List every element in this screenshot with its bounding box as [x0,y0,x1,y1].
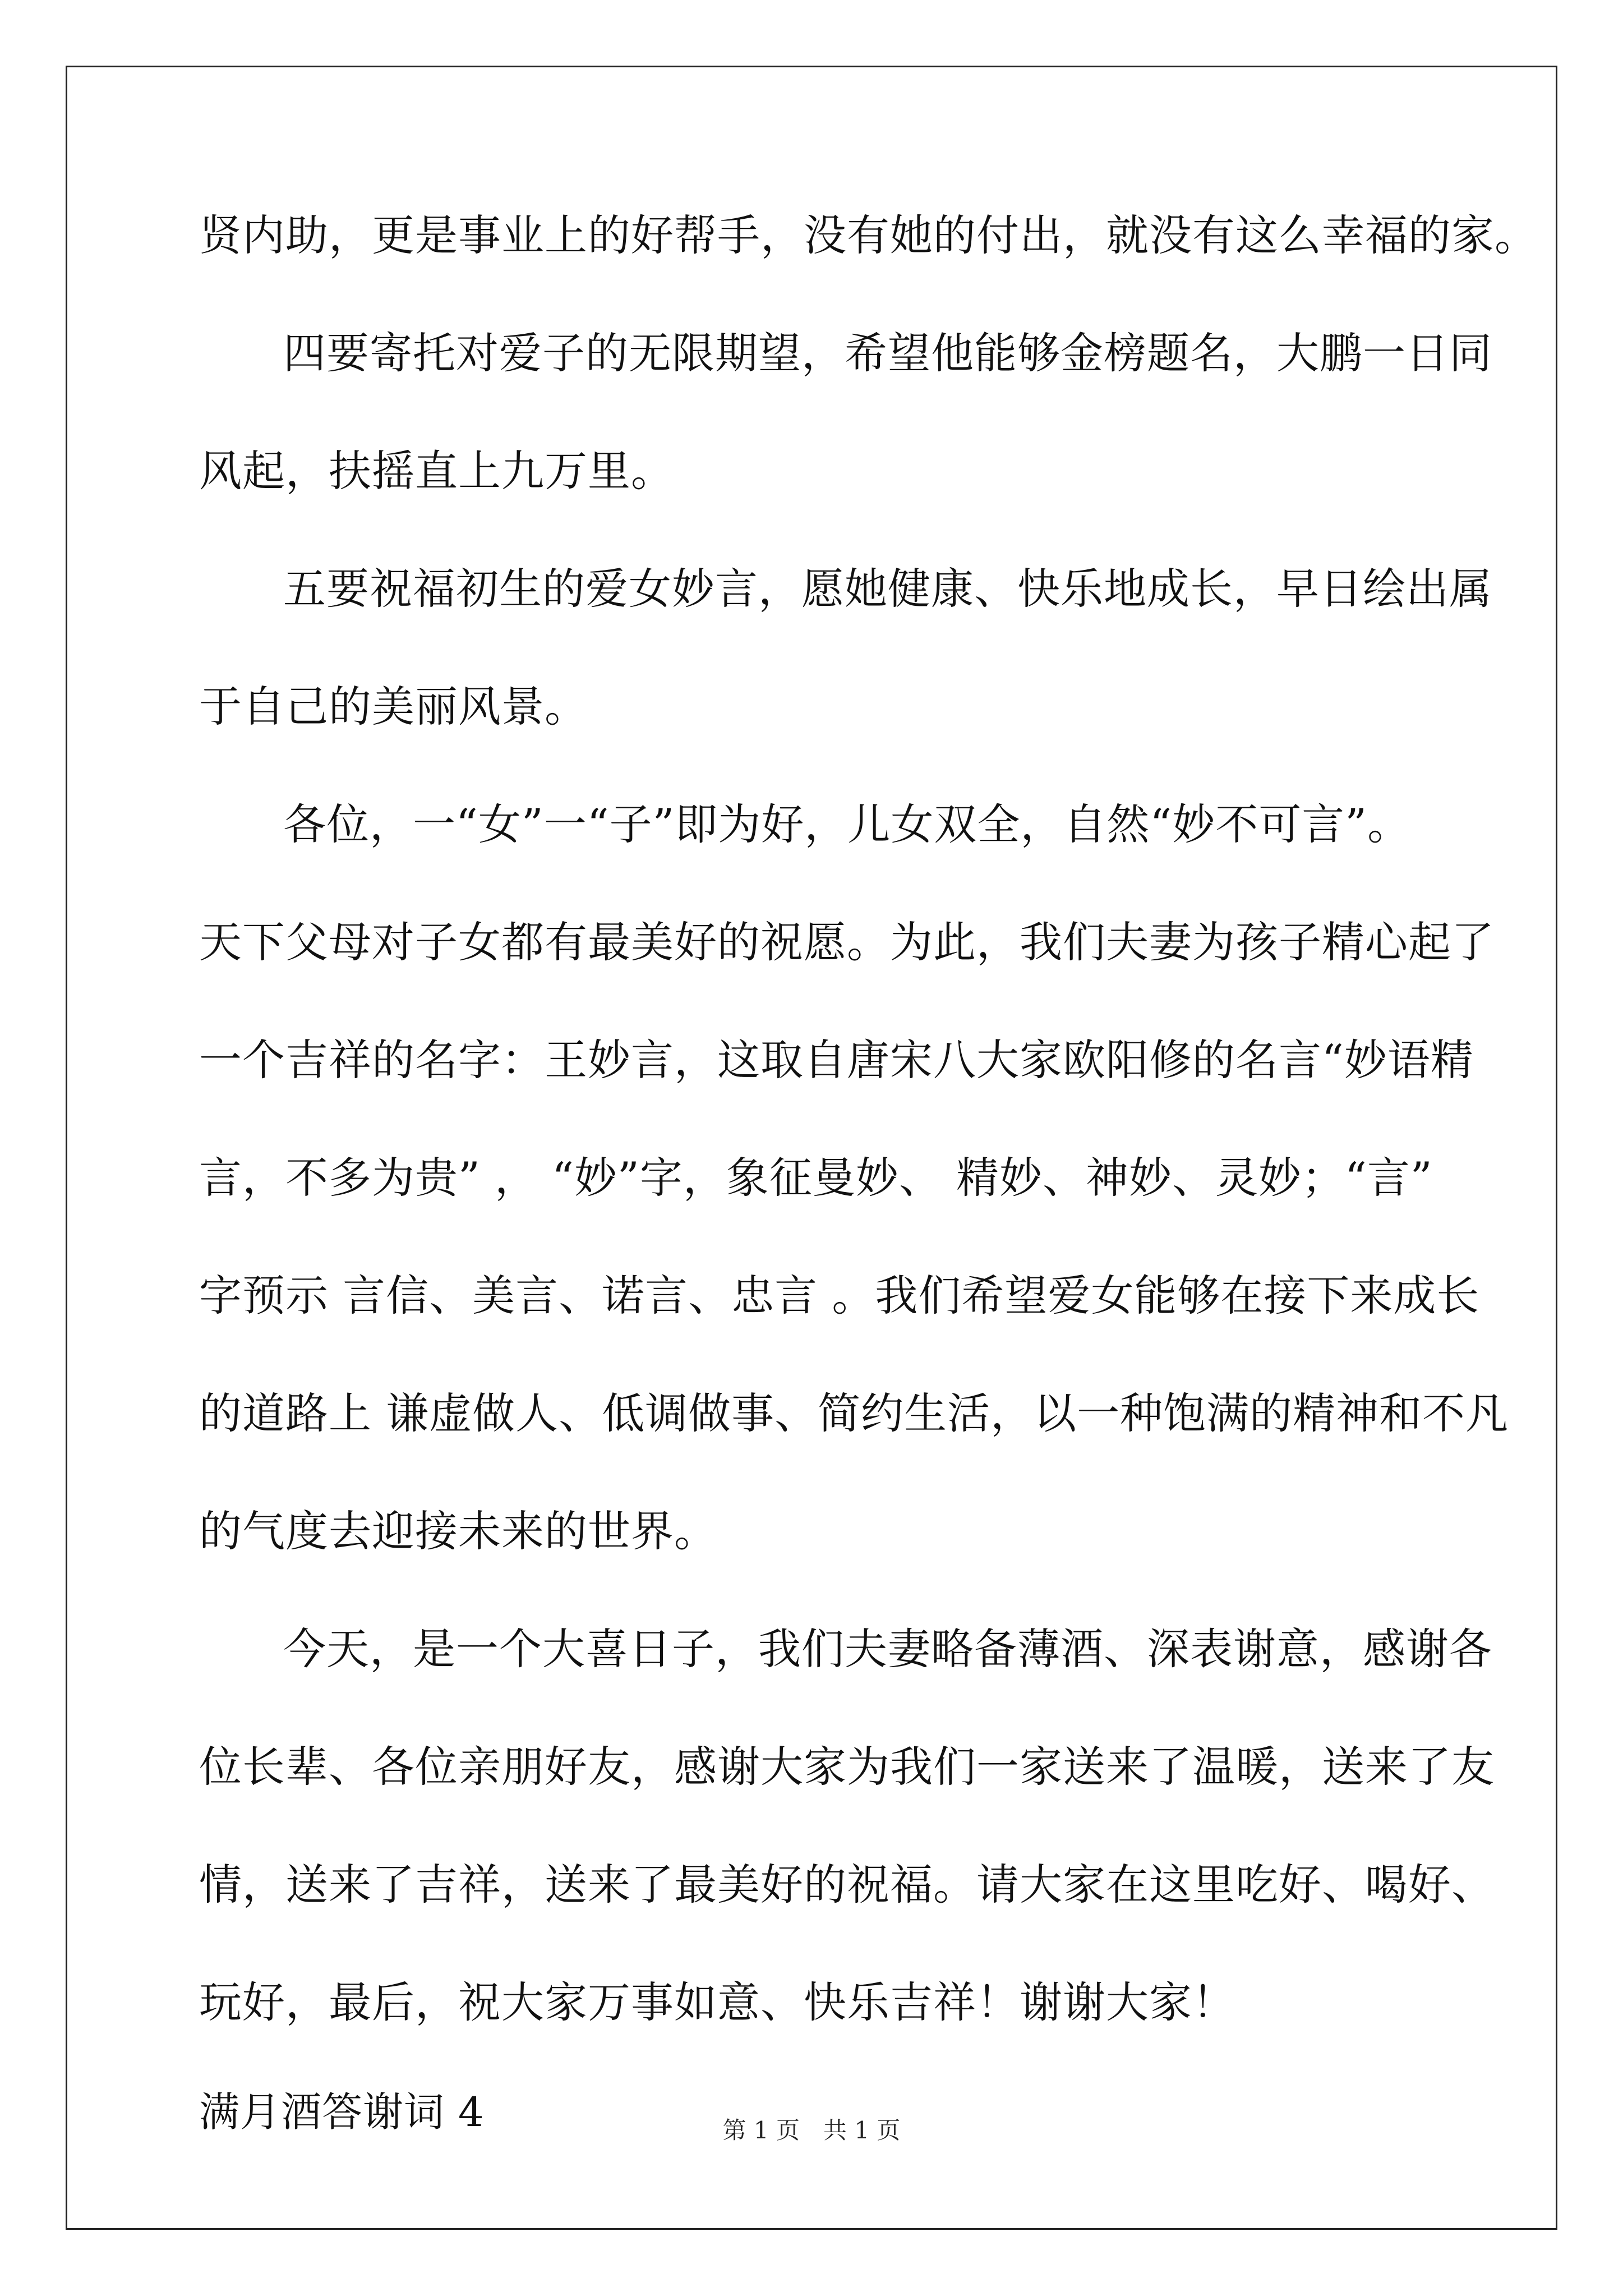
text-line: 今天，是一个大喜日子，我们夫妻略备薄酒、深表谢意，感谢各 [283,1624,1492,1674]
page-footer: 第 1 页 共 1 页 [722,2116,901,2144]
text-line: 一个吉祥的名字：王妙言，这取自唐宋八大家欧阳修的名言“妙语精 [199,1035,1474,1085]
text-line: 位长辈、各位亲朋好友，感谢大家为我们一家送来了温暖，送来了友 [199,1742,1495,1792]
text-line: 字预示 言信、美言、诺言、忠言 。我们希望爱女能够在接下来成长 [199,1271,1480,1320]
text-line: 天下父母对子女都有最美好的祝愿。为此，我们夫妻为孩子精心起了 [199,917,1495,967]
text-line: 的气度去迎接未来的世界。 [199,1506,717,1556]
text-line: 的道路上 谦虚做人、低调做事、简约生活，以一种饱满的精神和不凡 [199,1388,1509,1438]
text-line: 贤内助，更是事业上的好帮手，没有她的付出，就没有这么幸福的家。 [199,210,1538,260]
text-line: 言，不多为贵” ， “妙”字，象征曼妙、 精妙、神妙、灵妙；“言” [199,1153,1433,1203]
text-line: 各位，一“女”一“子”即为好，儿女双全，自然“妙不可言”。 [283,799,1411,849]
text-line: 五要祝福初生的爱女妙言，愿她健康、快乐地成长，早日绘出属 [283,564,1492,614]
text-line: 情，送来了吉祥，送来了最美好的祝福。请大家在这里吃好、喝好、 [199,1860,1495,1910]
text-line: 风起，扶摇直上九万里。 [199,446,674,496]
section-heading: 满月酒答谢词 4 [199,2088,485,2136]
text-line: 于自己的美丽风景。 [199,682,588,731]
text-line: 四要寄托对爱子的无限期望，希望他能够金榜题名，大鹏一日同 [283,328,1492,378]
text-line: 玩好，最后，祝大家万事如意、快乐吉祥！谢谢大家！ [199,1977,1235,2027]
